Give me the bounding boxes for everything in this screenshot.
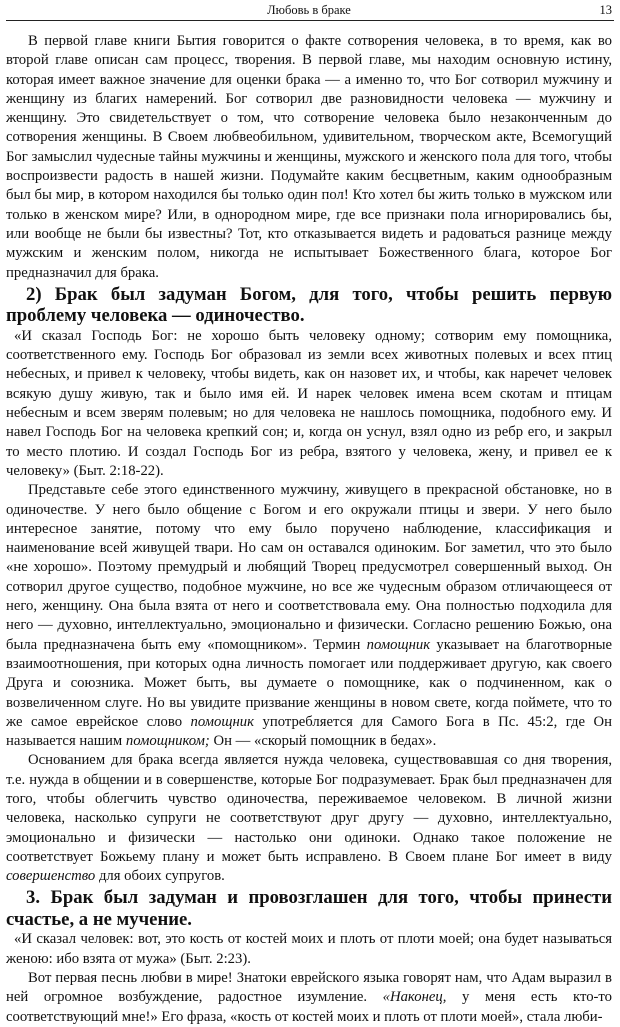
emphasis-perfection: совершенство [6,868,96,885]
paragraph-intro: В первой главе книги Бытия говорится о факте сотворения человека, в то время, как во второй главе описан сам процесс, творения. В первой главе, мы находим основную истину, которая имеет важное значение для оценки брака — а именно то, что Бог сотворил мужчину и женщину из благих намерений. Бог сотворил две разновидности человека — мужчину и женщину. Это свидетельствует о том, что сотворение человека было незаконченным до сотворения женщины. В Своем любвеобильном, удивительном, творческом акте, Всемогущий Бог замыслил чудесные тайны мужчины и женщины, мужского и женского пола для того, чтобы воспроизвести радость в нашей жизни. Подумайте каким бесцветным, каким однообразным был бы мир, в котором находился бы только один пол! Кто хотел бы жить только в мужском или только в женском мире? Или, в однородном мире, где все признаки пола игнорировались бы, или вообще не были бы известны? Тот, кто отказывается видеть и радоваться разнице между мужским и женским полом, никогда не испытывает Божественного блага, которое Бог предназначил для брака. [6,33,612,281]
paragraph-loneliness-text-1: Основанием для брака всегда является нужда человека, существовавшая со дня творения, т.е. нужда в общении и в совершенстве, которые Бог подразумевает. Брак был предназначен для того, чтобы облегчить чувство одиночества, переживаемое человеком. В личной жизни человека, насколько супруги не соответствуют друг другу — духовно, интеллектуально, эмоционально и физически — настолько они одиноки. Однако такое положение не соответствует Божьему плану и может быть исправлено. В Своем плане Бог имеет в виду [6,752,612,865]
paragraph-helper [6,481,612,751]
paragraph-helper-text-4: Он — «скорый помощник в бедах». [209,733,437,750]
emphasis-helper-3: помощником; [125,733,210,750]
paragraph-love-song-text-2: у меня есть кто-то соответствующий мне!» Его фраза, «кость от костей моих и плоть от плоти моей», стала люби- [6,989,612,1025]
paragraph-helper-text-3: употребляется для Самого Бога в Пс. 45:2, где Он называется нашим [6,713,613,750]
paragraph-loneliness-text-2: для обоих супругов. [95,868,225,885]
running-header [6,3,612,19]
paragraph-helper-text-2: указывает на благотворные взаимоотношения, при которых одна личность помогает или поддерживает другую, как своего Друга и союзника. Может быть, вы думаете о помощнике, как о подчиненном, как о возвеличенном слуге. Но вы увидите призвание женщины в новом свете, когда поймете, что то же самое еврейское слово [6,636,612,730]
page-number: 13 [599,3,612,17]
emphasis-finally: «Наконец, [382,989,447,1006]
running-title: Любовь в браке [267,3,351,17]
paragraph-love-song-text-1: Вот первая песнь любви в мире! Знатоки еврейского языка говорят нам, что Адам выразил в ней огромное возбуждение, радостное изумление. [6,970,612,1006]
page-body [6,32,612,1027]
emphasis-helper-2: помощник [190,713,254,730]
header-rule [6,20,614,21]
emphasis-helper-1: помощник [366,636,431,653]
paragraph-helper-text-1: Представьте себе этого единственного мужчину, живущего в прекрасной обстановке, но в одиночестве. У него было общение с Богом и его окружали птицы и звери. У него было интересное занятие, потому что ему было поручено наблюдение, классификация и наименование всей живущей твари. Но сам он оставался одиноким. Бог заметил, что это было «не хорошо». Поэтому премудрый и любящий Творец предусмотрел совершенный выход. Он сотворил другое существо, подобное мужчине, но все же чудесным образом отличающееся от него, женщину. Она была взята от него и соответствовала ему. Она полностью подходила для него — духовно, интеллектуально, эмоционально и физически. Согласно решению Божью, она была предназначена быть ему «помощником». Термин [6,482,612,653]
section-heading-2: 2) Брак был задуман Богом, для того, чтобы решить первую проблему человека — одиночество. [6,283,612,327]
section-heading-3: 3. Брак был задуман и провозглашен для того, чтобы принести счастье, а не мучение. [6,887,612,930]
paragraph-loneliness [6,751,612,886]
scripture-quote-genesis-2-18: «И сказал Господь Бог: не хорошо быть человеку одному; сотворим ему помощника, соответственного ему. Господь Бог образовал из земли всех животных полевых и всех птиц небесных, и привел к человеку, чтобы видеть, как он назовет их, и чтобы, как наречет человек всякую душу живую, так и было имя ей. И нарек человек имена всем скотам и птицам небесным и всем зверям полевым; но для человека не нашлось помощника, подобного ему. И навел Господь Бог на человека крепкий сон; и, когда он уснул, взял одно из ребр его, и закрыл то место плотию. И создал Господь Бог из ребра, взятого у человека, жену, и привел ее к человеку» (Быт. 2:18-22). [6,327,612,479]
paragraph-love-song [6,969,612,1027]
scripture-quote-genesis-2-23: «И сказал человек: вот, это кость от костей моих и плоть от плоти моей; она будет называться женою: ибо взята от мужа» (Быт. 2:23). [6,931,612,967]
